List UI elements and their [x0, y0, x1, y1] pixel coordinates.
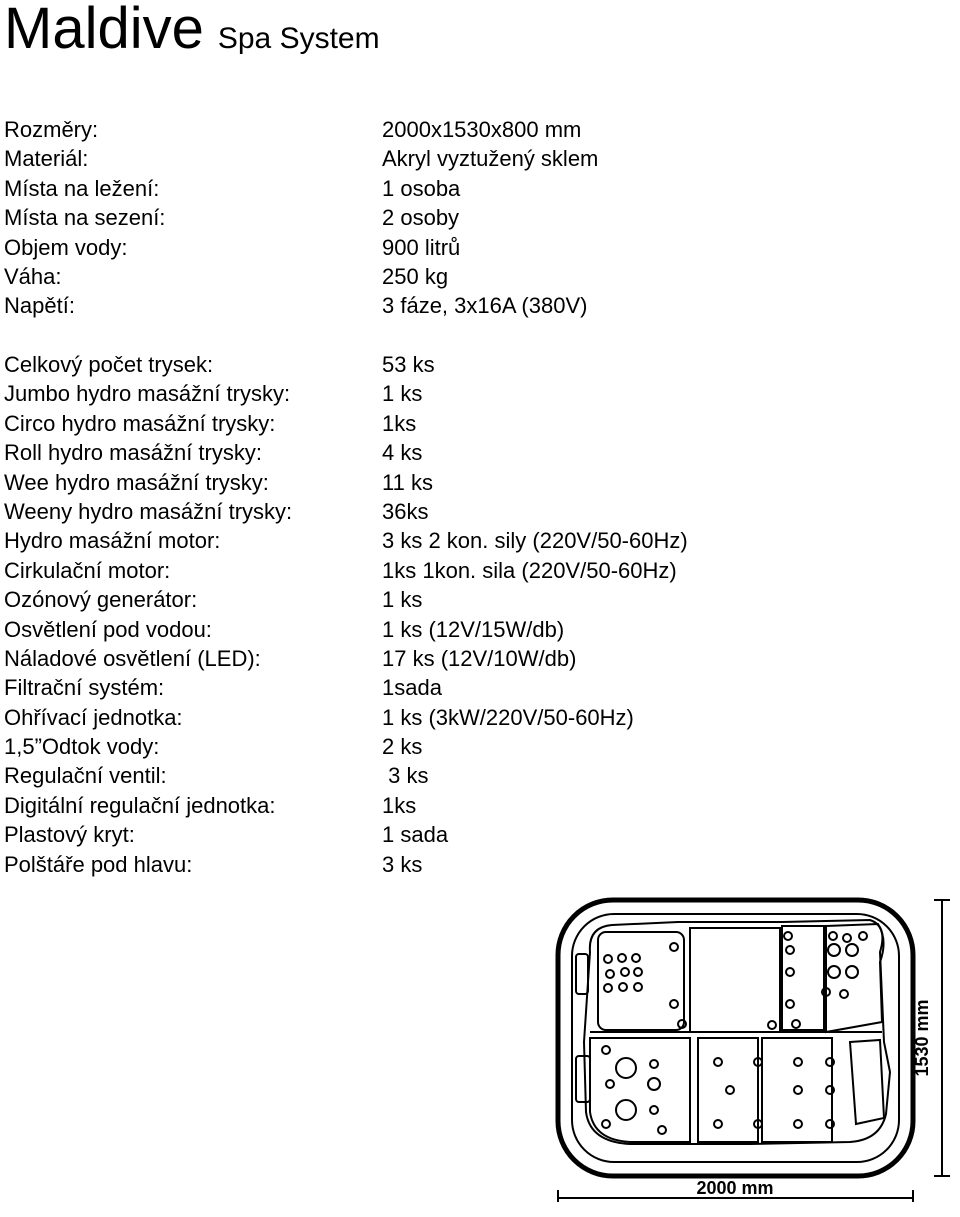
spec-label: Napětí:: [4, 293, 75, 319]
spec-row: [4, 791, 954, 820]
spec-row: [4, 203, 954, 232]
spec-row: [4, 673, 954, 702]
width-label: 2000 mm: [696, 1178, 774, 1198]
spec-value: 1sada: [382, 675, 442, 701]
spec-row: [4, 468, 954, 497]
spec-label: Regulační ventil:: [4, 763, 167, 789]
spec-row: [4, 233, 954, 262]
spec-row: [4, 615, 954, 644]
spec-row: [4, 438, 954, 467]
spec-value: Akryl vyztužený sklem: [382, 146, 599, 172]
spec-value: 3 ks: [382, 763, 429, 789]
height-label: 1530 mm: [912, 999, 932, 1077]
spec-label: Plastový kryt:: [4, 822, 135, 848]
spec-row: [4, 379, 954, 408]
seat-top-middle: [782, 926, 824, 1030]
headrest-right: [850, 1040, 884, 1124]
footwell: [690, 928, 780, 1032]
spec-label: Váha:: [4, 263, 62, 289]
spec-label: Rozměry:: [4, 117, 99, 142]
spec-value: 1ks: [382, 792, 417, 818]
spec-value: 1 ks: [382, 587, 423, 613]
spec-label: Hydro masážní motor:: [4, 528, 221, 554]
spec-value: 53 ks: [382, 352, 435, 377]
basic-specs: [4, 115, 954, 321]
spec-label: 1,5”Odtok vody:: [4, 734, 160, 760]
spec-label: Jumbo hydro masážní trysky:: [4, 381, 291, 407]
spec-row: [4, 732, 954, 761]
spec-value: 3 fáze, 3x16A (380V): [382, 293, 588, 319]
spec-label: Materiál:: [4, 146, 89, 172]
lounger-section-middle: [698, 1038, 758, 1142]
spec-row: [4, 644, 954, 673]
spec-row: [4, 556, 954, 585]
spec-value: 1ks 1kon. sila (220V/50-60Hz): [382, 557, 677, 583]
spec-row: [4, 115, 954, 144]
spec-value: 900 litrů: [382, 234, 461, 260]
spec-label: Ohřívací jednotka:: [4, 704, 183, 730]
page-header: [4, 0, 380, 64]
spec-value: 1 ks: [382, 381, 423, 407]
spec-row: [4, 144, 954, 173]
spec-row: [4, 850, 954, 879]
spec-row: [4, 703, 954, 732]
spec-value: 1 osoba: [382, 175, 461, 201]
spec-label: Náladové osvětlení (LED):: [4, 645, 261, 671]
seat-top-left: [598, 932, 684, 1030]
spec-label: Cirkulační motor:: [4, 557, 171, 583]
spec-label: Filtrační systém:: [4, 675, 165, 701]
product-subtitle: Spa System: [217, 22, 380, 55]
model-name: Maldive: [4, 0, 204, 61]
spec-label: Místa na ležení:: [4, 175, 160, 201]
spec-label: Roll hydro masážní trysky:: [4, 440, 262, 466]
spa-drawing: [550, 892, 955, 1202]
spec-row: [4, 585, 954, 614]
spec-row: [4, 497, 954, 526]
spec-value: 2 ks: [382, 734, 423, 760]
equipment-specs: [4, 350, 954, 879]
spec-value: 4 ks: [382, 440, 423, 466]
spec-value: 1ks: [382, 410, 417, 436]
spec-label: Polštáře pod hlavu:: [4, 851, 193, 877]
spec-label: Celkový počet trysek:: [4, 352, 214, 377]
spec-row: [4, 174, 954, 203]
spec-value: 1 sada: [382, 822, 449, 848]
spec-row: [4, 291, 954, 320]
spec-value: 3 ks 2 kon. sily (220V/50-60Hz): [382, 528, 688, 554]
spec-label: Wee hydro masážní trysky:: [4, 469, 269, 495]
spec-row: [4, 409, 954, 438]
spec-value: 1 ks (3kW/220V/50-60Hz): [382, 704, 634, 730]
spec-label: Místa na sezení:: [4, 205, 166, 231]
spec-row: [4, 761, 954, 790]
spec-label: Osvětlení pod vodou:: [4, 616, 212, 642]
spec-row: [4, 262, 954, 291]
spec-label: Digitální regulační jednotka:: [4, 792, 276, 818]
spec-value: 1 ks (12V/15W/db): [382, 616, 565, 642]
lounger-section-right: [762, 1038, 832, 1142]
spec-value: 36ks: [382, 498, 429, 524]
spec-row: [4, 526, 954, 555]
spec-label: Ozónový generátor:: [4, 587, 198, 613]
spec-value: 2 osoby: [382, 205, 460, 231]
spec-value: 17 ks (12V/10W/db): [382, 645, 577, 671]
spec-label: Weeny hydro masážní trysky:: [4, 498, 293, 524]
spec-label: Objem vody:: [4, 234, 128, 260]
spec-row: [4, 350, 954, 379]
spec-value: 11 ks: [382, 469, 433, 495]
spec-value: 2000x1530x800 mm: [382, 117, 582, 142]
spec-value: 250 kg: [382, 263, 449, 289]
spa-top-view-diagram: [550, 892, 955, 1202]
headrest-lounger: [576, 1056, 590, 1102]
spec-row: [4, 820, 954, 849]
headrest-left: [576, 954, 588, 994]
spec-value: 3 ks: [382, 851, 423, 877]
spec-label: Circo hydro masážní trysky:: [4, 410, 276, 436]
